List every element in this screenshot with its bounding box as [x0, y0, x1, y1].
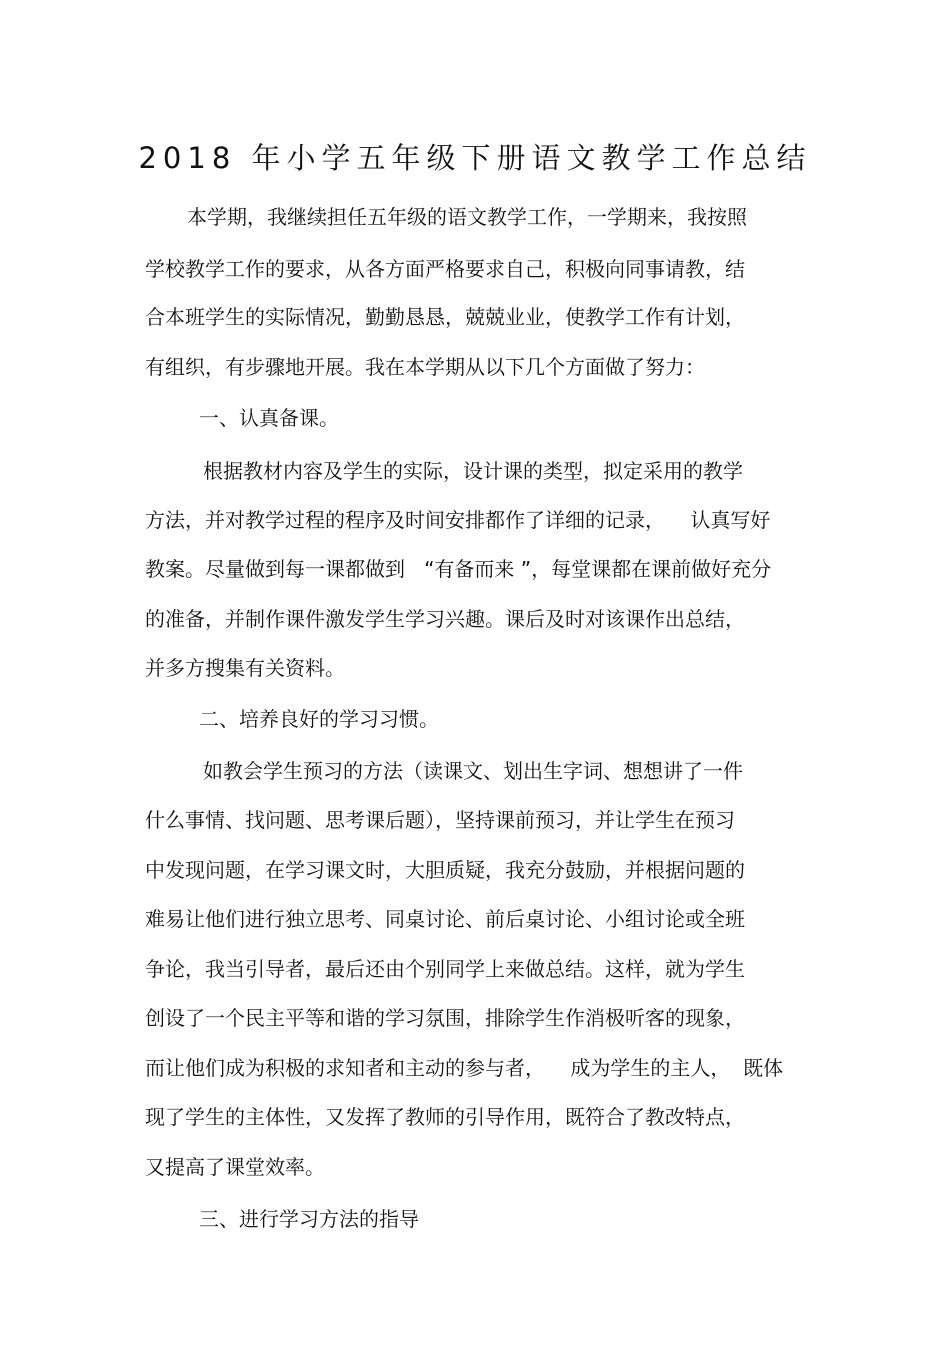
paragraph-line: 本学期，我继续担任五年级的语文教学工作，一学期来，我按照 [187, 205, 747, 229]
document-title: 2018 年小学五年级下册语文教学工作总结 [138, 141, 812, 175]
section-heading: 三、进行学习方法的指导 [199, 1207, 419, 1231]
paragraph-line: 方法，并对教学过程的程序及时间安排都作了详细的记录， 认真写好 [145, 508, 771, 532]
paragraph-line: 教案。尽量做到每一课都做到 “有备而来 ”，每堂课都在课前做好充分 [145, 557, 772, 581]
paragraph-line: 中发现问题，在学习课文时，大胆质疑，我充分鼓励，并根据问题的 [145, 858, 745, 882]
paragraph-line: 而让他们成为积极的求知者和主动的参与者， 成为学生的主人， 既体 [145, 1056, 784, 1080]
paragraph-line: 合本班学生的实际情况，勤勤恳恳，兢兢业业，使教学工作有计划， [145, 305, 745, 329]
paragraph-line: 学校教学工作的要求，从各方面严格要求自己，积极向同事请教，结 [145, 257, 745, 281]
paragraph-line: 现了学生的主体性，又发挥了教师的引导作用，既符合了教改特点， [145, 1105, 745, 1129]
paragraph-line: 创设了一个民主平等和谐的学习氛围，排除学生作消极听客的现象， [145, 1006, 745, 1030]
section-heading: 二、培养良好的学习习惯。 [199, 707, 439, 731]
paragraph-line: 并多方搜集有关资料。 [145, 656, 345, 680]
paragraph-line: 有组织，有步骤地开展。我在本学期从以下几个方面做了努力： [145, 355, 705, 379]
paragraph-line: 难易让他们进行独立思考、同桌讨论、前后桌讨论、小组讨论或全班 [145, 907, 745, 931]
paragraph-line: 什么事情、找问题、思考课后题），坚持课前预习，并让学生在预习 [145, 808, 735, 832]
paragraph-line: 又提高了课堂效率。 [145, 1155, 325, 1179]
paragraph-line: 争论，我当引导者，最后还由个别同学上来做总结。这样，就为学生 [145, 957, 745, 981]
paragraph-line: 的准备，并制作课件激发学生学习兴趣。课后及时对该课作出总结， [145, 607, 745, 631]
section-heading: 一、认真备课。 [199, 406, 339, 430]
paragraph-line: 如教会学生预习的方法（读课文、划出生字词、想想讲了一件 [203, 759, 743, 783]
paragraph-line: 根据教材内容及学生的实际，设计课的类型，拟定采用的教学 [203, 459, 743, 483]
